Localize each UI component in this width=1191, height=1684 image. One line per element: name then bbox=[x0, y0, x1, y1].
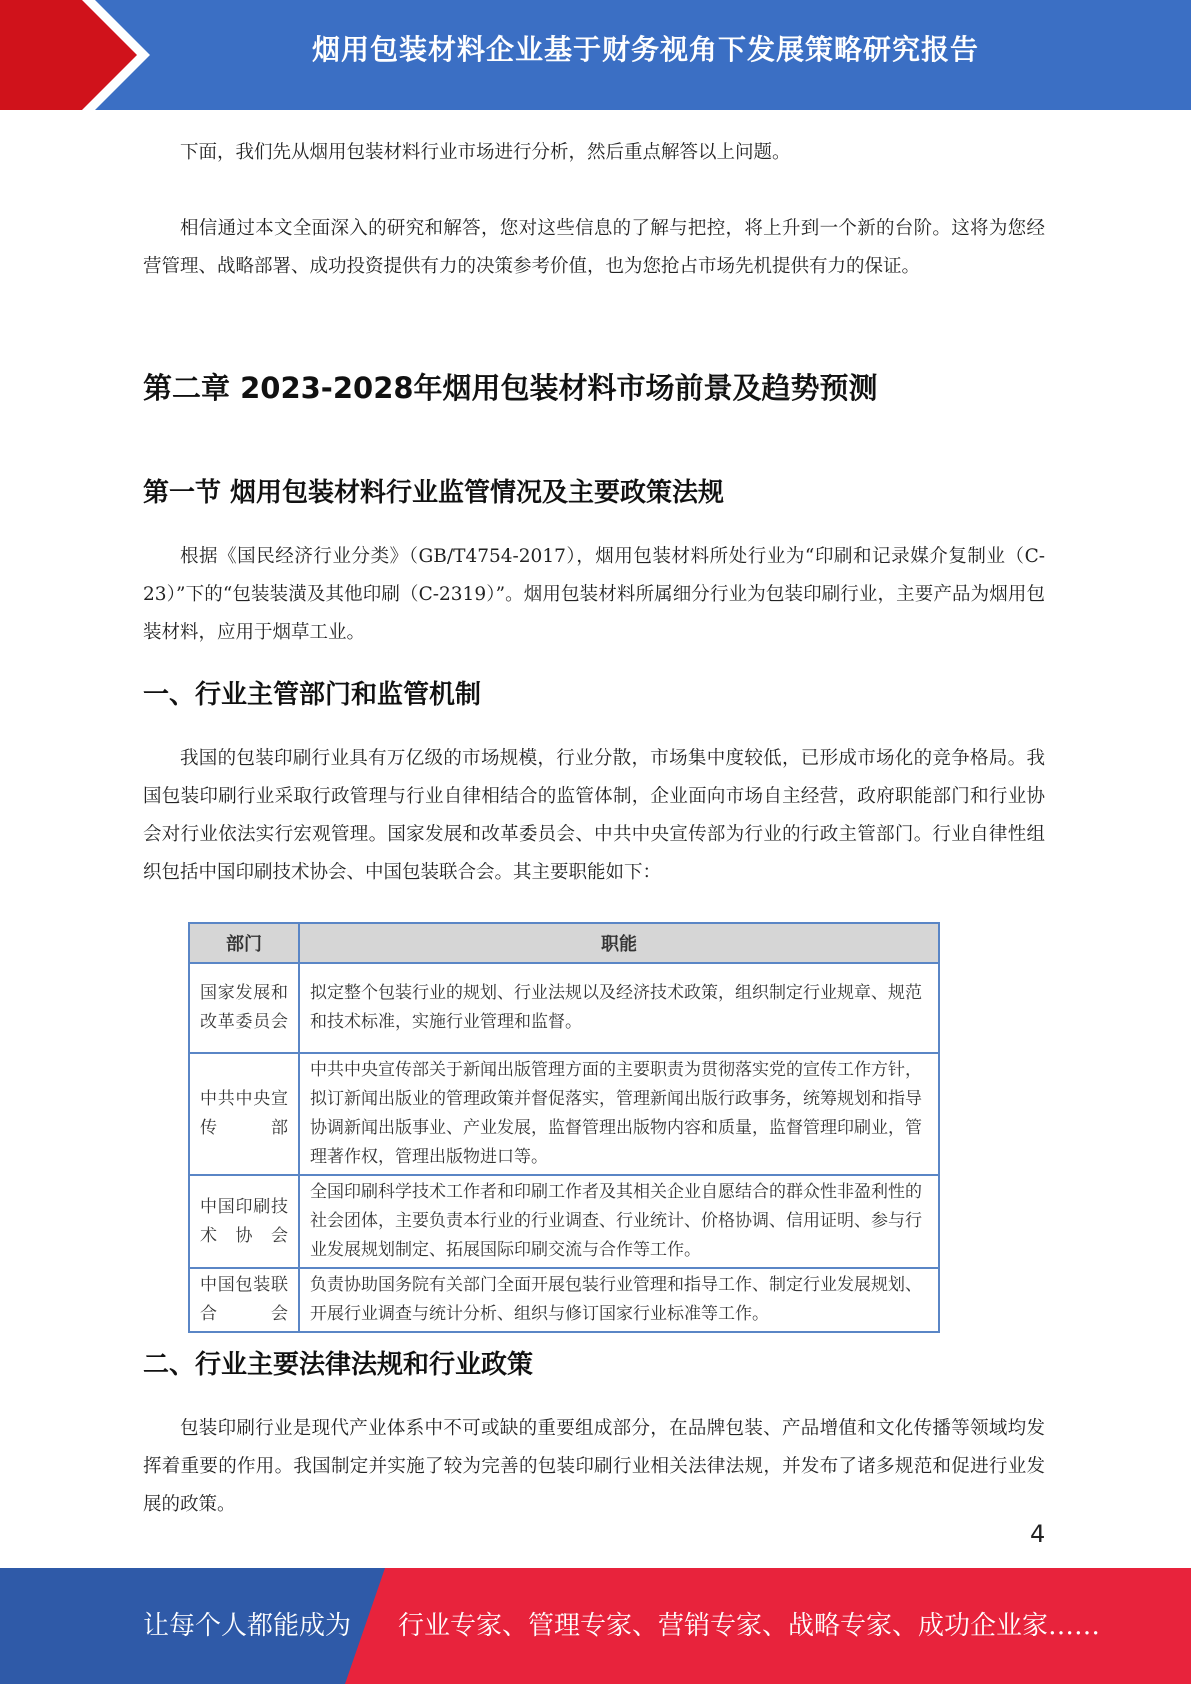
subsection-title-1: 一、行业主管部门和监管机制 bbox=[143, 680, 482, 710]
report-title: 烟用包装材料企业基于财务视角下发展策略研究报告 bbox=[311, 33, 979, 66]
table-cell-func: 负责协助国务院有关部门全面开展包装行业管理和指导工作、制定行业发展规划、开展行业调查与统计分析、组织与修订国家行业标准等工作。 bbox=[299, 1268, 939, 1332]
table-cell-dept: 中共中央宣传部 bbox=[189, 1053, 299, 1175]
intro-section-2 bbox=[143, 210, 1045, 286]
intro-section bbox=[143, 134, 1045, 172]
table-row bbox=[189, 1268, 939, 1332]
intro-paragraph-2: 相信通过本文全面深入的研究和解答，您对这些信息的了解与把控，将上升到一个新的台阶。这将为您经营管理、战略部署、成功投资提供有力的决策参考价值，也为您抢占市场先机提供有力的保证。 bbox=[143, 218, 1045, 277]
table-cell-dept: 中国印刷技术协会 bbox=[189, 1175, 299, 1268]
subsection-2-block bbox=[143, 1344, 1045, 1381]
table-header-func: 职能 bbox=[299, 923, 939, 963]
intro-paragraph-1: 下面，我们先从烟用包装材料行业市场进行分析，然后重点解答以上问题。 bbox=[180, 142, 791, 163]
section-1-block bbox=[143, 472, 1045, 509]
subsection-paragraph-1: 我国的包装印刷行业具有万亿级的市场规模，行业分散，市场集中度较低，已形成市场化的竞争格局。我国包装印刷行业采取行政管理与行业自律相结合的监管体制，企业面向市场自主经营，政府职能部门和行业协会对行业依法实行宏观管理。国家发展和改革委员会、中共中央宣传部为行业的行政主管部门。行业自律性组织包括中国印刷技术协会、中国包装联合会。其主要职能如下： bbox=[143, 748, 1045, 883]
chapter-block bbox=[143, 366, 1045, 407]
table-header-row bbox=[189, 923, 939, 963]
table-cell-func: 全国印刷科学技术工作者和印刷工作者及其相关企业自愿结合的群众性非盈利性的社会团体，主要负责本行业的行业调查、行业统计、价格协调、信用证明、参与行业发展规划制定、拓展国际印刷交流与合作等工作。 bbox=[299, 1175, 939, 1268]
page-number: 4 bbox=[1030, 1520, 1046, 1548]
page-header bbox=[0, 0, 1191, 110]
table-cell-func: 拟定整个包装行业的规划、行业法规以及经济技术政策，组织制定行业规章、规范和技术标准，实施行业管理和监督。 bbox=[299, 963, 939, 1053]
table-header-dept: 部门 bbox=[189, 923, 299, 963]
table-row bbox=[189, 963, 939, 1053]
footer-slogan-right: 行业专家、管理专家、营销专家、战略专家、成功企业家…… bbox=[398, 1611, 1101, 1641]
table-row bbox=[189, 1053, 939, 1175]
section-paragraph: 根据《国民经济行业分类》（GB/T4754-2017），烟用包装材料所处行业为“印刷和记录媒介复制业（C-23）”下的“包装装潢及其他印刷（C-2319）”。烟用包装材料所属细分行业为包装印刷行业，主要产品为烟用包装材料，应用于烟草工业。 bbox=[143, 546, 1045, 643]
subsection-title-2: 二、行业主要法律法规和行业政策 bbox=[143, 1350, 534, 1380]
table-cell-func: 中共中央宣传部关于新闻出版管理方面的主要职责为贯彻落实党的宣传工作方针，拟订新闻出版业的管理政策并督促落实，管理新闻出版行政事务，统筹规划和指导协调新闻出版事业、产业发展，监督管理出版物内容和质量，监督管理印刷业，管理著作权，管理出版物进口等。 bbox=[299, 1053, 939, 1175]
table-row bbox=[189, 1175, 939, 1268]
chapter-title: 第二章 2023-2028年烟用包装材料市场前景及趋势预测 bbox=[143, 371, 878, 405]
subsection-1-block bbox=[143, 674, 1045, 711]
table-cell-dept: 国家发展和改革委员会 bbox=[189, 963, 299, 1053]
subsection-1-text bbox=[143, 740, 1045, 892]
page-footer bbox=[0, 1568, 1191, 1684]
table-cell-dept: 中国包装联合会 bbox=[189, 1268, 299, 1332]
section-title: 第一节 烟用包装材料行业监管情况及主要政策法规 bbox=[143, 478, 725, 508]
footer-slogan-left: 让每个人都能成为 bbox=[143, 1611, 352, 1641]
section-1-text bbox=[143, 538, 1045, 652]
header-arrow-decoration bbox=[0, 0, 160, 110]
regulators-table bbox=[188, 922, 940, 1333]
subsection-2-text bbox=[143, 1410, 1045, 1524]
subsection-paragraph-2: 包装印刷行业是现代产业体系中不可或缺的重要组成部分，在品牌包装、产品增值和文化传播等领域均发挥着重要的作用。我国制定并实施了较为完善的包装印刷行业相关法律法规，并发布了诸多规范和促进行业发展的政策。 bbox=[143, 1418, 1045, 1515]
